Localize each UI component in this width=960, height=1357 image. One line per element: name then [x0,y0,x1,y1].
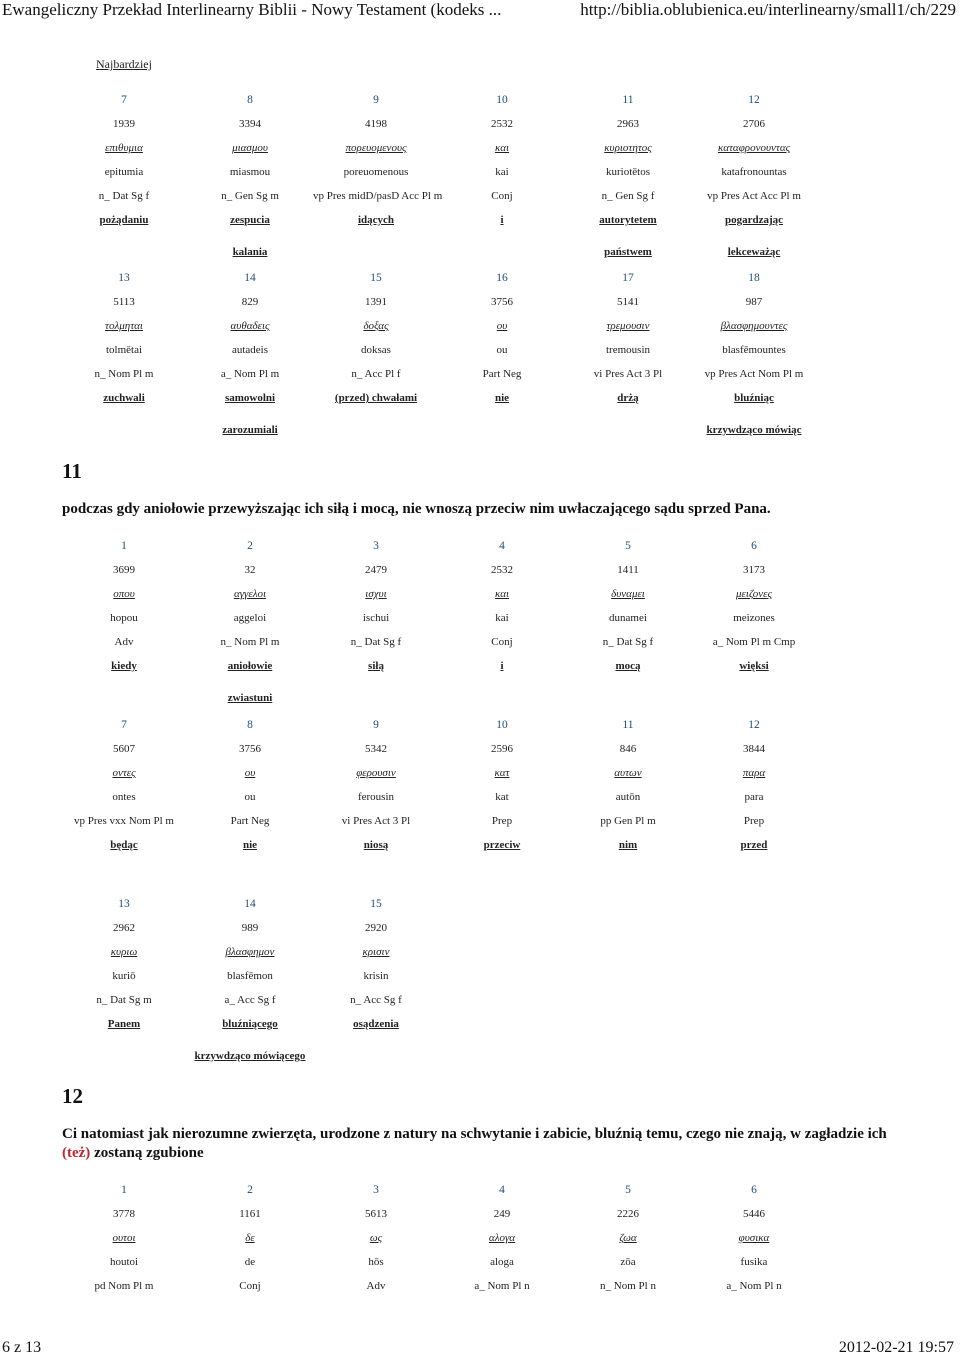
transliteration: de [244,1256,256,1268]
word-number: 10 [496,719,508,731]
greek-word[interactable]: και [494,142,510,154]
strong-number: 2962 [113,922,135,934]
alt-translation[interactable]: zwiastuni [227,692,273,704]
morphology: a_ Acc Sg f [224,994,276,1006]
verse-text [62,1125,892,1163]
strong-number: 2532 [491,118,513,130]
polish-word[interactable]: bluźniąc [734,392,774,404]
strong-number: 5613 [365,1208,387,1220]
row-word-number [60,540,880,564]
transliteration: ou [496,344,508,356]
word-number: 15 [370,272,382,284]
morphology: n_ Gen Sg f [601,190,655,202]
polish-word[interactable]: przed [740,839,768,851]
word-number: 9 [373,94,379,106]
greek-word[interactable]: οπου [113,588,135,600]
strong-number: 2963 [617,118,639,130]
strong-number: 3756 [491,296,513,308]
word-number: 10 [496,94,508,106]
transliteration: kai [495,166,509,178]
morphology: a_ Nom Pl n [474,1280,530,1292]
transliteration: dunamei [609,612,647,624]
greek-word[interactable]: αυθαδεις [230,320,270,332]
polish-word[interactable]: nie [242,839,258,851]
polish-word[interactable]: pożądaniu [99,214,149,226]
morphology: pp Gen Pl m [600,815,656,827]
row-strong-number [60,922,880,946]
morphology: vi Pres Act 3 Pl [593,368,663,380]
morphology: n_ Acc Sg f [350,994,402,1006]
strong-number: 5446 [743,1208,765,1220]
transliteration: epitumia [104,166,144,178]
strong-number: 1391 [365,296,387,308]
row-alt-translation [60,1050,880,1074]
greek-word[interactable]: παρα [742,767,766,779]
word-number: 14 [244,898,256,910]
greek-word[interactable]: βλασφημον [225,946,275,958]
greek-word[interactable]: ουτοι [112,1232,136,1244]
word-number: 16 [496,272,508,284]
transliteration: kuriō [112,970,136,982]
verse-text-part: Ci natomiast jak nierozumne zwierzęta, urodzone z natury na schwytanie i zabicie, bluźnią temu, czego nie znają, w zagładzie ich [62,1126,887,1142]
greek-word[interactable]: δυναμει [611,588,645,600]
greek-word[interactable]: καταφρονουντας [717,142,791,154]
strong-number: 3394 [239,118,261,130]
strong-number: 32 [244,564,256,576]
word-number: 15 [370,898,382,910]
alt-translation[interactable]: krzywdząco mówiącego [194,1050,306,1062]
word-number: 18 [748,272,760,284]
transliteration: autōn [615,791,641,803]
greek-word[interactable]: αγγελοι [233,588,267,600]
transliteration: meizones [733,612,775,624]
polish-word[interactable]: drżą [617,392,639,404]
word-number: 12 [748,94,760,106]
transliteration: tremousin [606,344,650,356]
strong-number: 2226 [617,1208,639,1220]
polish-word[interactable]: więksi [739,660,769,672]
row-transliteration [60,791,880,815]
word-number: 14 [244,272,256,284]
polish-word[interactable]: nie [494,392,510,404]
row-polish-word [60,660,880,684]
morphology: a_ Nom Pl m [220,368,280,380]
transliteration: ou [244,791,256,803]
row-greek-word [60,588,880,612]
greek-word[interactable]: δοξας [363,320,389,332]
greek-word[interactable]: αλογα [488,1232,516,1244]
polish-word[interactable]: zespucia [230,214,270,226]
greek-word[interactable]: δε [245,1232,255,1244]
morphology: Conj [491,190,513,202]
strong-number: 5607 [113,743,135,755]
word-number: 4 [499,540,505,552]
morphology: n_ Nom Pl m [94,368,154,380]
word-number: 3 [373,540,379,552]
alt-translation[interactable]: lekceważąc [727,246,781,258]
strong-number: 2532 [491,564,513,576]
strong-number: 4198 [365,118,387,130]
row-morphology [60,368,880,392]
greek-word[interactable]: ου [496,320,508,332]
polish-word[interactable]: siłą [368,660,384,672]
row-strong-number [60,296,880,320]
transliteration: ischui [362,612,390,624]
row-greek-word [60,142,880,166]
morphology: vp Pres Act Acc Pl m [707,190,801,202]
polish-word[interactable]: i [500,660,504,672]
transliteration: kai [495,612,509,624]
greek-word[interactable]: μειζονες [736,588,772,600]
morphology: pd Nom Pl m [94,1280,154,1292]
word-number: 1 [121,1184,127,1196]
row-transliteration [60,1256,880,1280]
morphology: Part Neg [230,815,270,827]
verse-text-part: zostaną zgubione [90,1145,204,1161]
greek-word[interactable]: ως [369,1232,383,1244]
row-transliteration [60,344,880,368]
morphology: Adv [366,1280,386,1292]
print-datetime: 2012-02-21 19:57 [838,1339,954,1356]
transliteration: autadeis [231,344,269,356]
strong-number: 3173 [743,564,765,576]
word-number: 5 [625,540,631,552]
transliteration: doksas [361,344,391,356]
morphology: Prep [743,815,765,827]
alt-translation[interactable]: krzywdząco mówiąc [706,424,802,436]
morphology: n_ Nom Pl m [220,636,280,648]
word-number: 6 [751,1184,757,1196]
word-number: 13 [118,272,130,284]
word-number: 17 [622,272,634,284]
strong-number: 829 [241,296,259,308]
morphology: n_ Nom Pl n [600,1280,656,1292]
polish-word[interactable]: aniołowie [227,660,273,672]
row-transliteration [60,612,880,636]
transliteration: poreuomenous [343,166,409,178]
morphology: n_ Dat Sg m [96,994,152,1006]
transliteration: aggeloi [233,612,267,624]
morphology: Conj [491,636,513,648]
strong-number: 3844 [743,743,765,755]
polish-word[interactable]: autorytetem [599,214,657,226]
word-number: 6 [751,540,757,552]
polish-word[interactable]: samowolni [224,392,276,404]
greek-word[interactable]: οντες [112,767,136,779]
row-strong-number [60,1208,880,1232]
alt-translation[interactable]: zarozumiali [222,424,278,436]
word-number: 11 [622,94,634,106]
row-alt-translation [60,692,880,716]
strong-number: 987 [745,296,763,308]
strong-number: 3778 [113,1208,135,1220]
morphology: n_ Dat Sg f [98,190,150,202]
transliteration: para [744,791,764,803]
morphology: vp Pres vxx Nom Pl m [74,815,174,827]
row-morphology [60,636,880,660]
row-greek-word [60,767,880,791]
morphology: Conj [239,1280,261,1292]
polish-word[interactable]: będąc [110,839,138,851]
word-number: 7 [121,94,127,106]
page-counter: 6 z 13 [2,1339,42,1356]
verse-text-added: (też) [62,1145,91,1161]
polish-word[interactable]: i [500,214,504,226]
word-number: 7 [121,719,127,731]
transliteration: tolmētai [105,344,143,356]
row-polish-word [60,839,880,863]
alt-translation[interactable]: państwem [604,246,652,258]
greek-word[interactable]: ζωα [619,1232,637,1244]
greek-word[interactable]: κατ [494,767,510,779]
transliteration: kuriotētos [606,166,650,178]
greek-word[interactable]: φερουσιν [356,767,396,779]
alt-translation[interactable]: kalania [232,246,268,258]
transliteration: miasmou [229,166,271,178]
strong-number: 846 [619,743,637,755]
greek-word[interactable]: βλασφημουντες [720,320,788,332]
row-strong-number [60,743,880,767]
morphology: Prep [491,815,513,827]
polish-word[interactable]: idących [357,214,395,226]
window-title: Ewangeliczny Przekład Interlinearny Biblii - Nowy Testament (kodeks ... [2,0,502,19]
row-polish-word [60,1018,880,1042]
strong-number: 2920 [365,922,387,934]
word-number: 8 [247,719,253,731]
strong-number: 3699 [113,564,135,576]
morphology: a_ Nom Pl n [726,1280,782,1292]
word-number: 2 [247,540,253,552]
row-alt-translation [60,424,880,448]
transliteration: katafronountas [721,166,787,178]
greek-word[interactable]: και [494,588,510,600]
polish-word[interactable]: bluźniącego [222,1018,278,1030]
row-morphology [60,815,880,839]
strong-number: 2479 [365,564,387,576]
transliteration: blasfēmon [227,970,273,982]
polish-word[interactable]: osądzenia [353,1018,399,1030]
row-morphology [60,190,880,214]
morphology: vp Pres Act Nom Pl m [704,368,804,380]
greek-word[interactable]: πορευομενους [345,142,407,154]
greek-word[interactable]: επιθυμια [105,142,143,154]
strong-number: 2706 [743,118,765,130]
transliteration: aloga [490,1256,514,1268]
word-number: 11 [622,719,634,731]
row-greek-word [60,946,880,970]
transliteration: krisin [363,970,389,982]
transliteration: blasfēmountes [722,344,786,356]
row-word-number [60,719,880,743]
strong-number: 989 [241,922,259,934]
morphology: a_ Nom Pl m Cmp [712,636,796,648]
row-strong-number [60,564,880,588]
polish-word[interactable]: pogardzając [724,214,784,226]
polish-word[interactable]: przeciw [483,839,521,851]
transliteration: hōs [368,1256,384,1268]
polish-word[interactable]: zuchwali [103,392,145,404]
word-number: 1 [121,540,127,552]
greek-word[interactable]: κρισιν [362,946,390,958]
strong-number: 1161 [239,1208,261,1220]
row-greek-word [60,1232,880,1256]
polish-word[interactable]: mocą [615,660,641,672]
morphology: vi Pres Act 3 Pl [341,815,411,827]
transliteration: zōa [620,1256,636,1268]
transliteration: houtoi [109,1256,139,1268]
row-word-number [60,1184,880,1208]
morphology: n_ Gen Sg m [221,190,279,202]
greek-word[interactable]: κυριοτητος [604,142,652,154]
morphology: n_ Dat Sg f [350,636,402,648]
word-number: 9 [373,719,379,731]
row-morphology [60,1280,880,1304]
transliteration: fusika [740,1256,768,1268]
greek-word[interactable]: ου [244,767,256,779]
word-number: 12 [748,719,760,731]
verse-number: 12 [62,1084,83,1108]
greek-word[interactable]: φυσικα [738,1232,770,1244]
transliteration: hopou [110,612,138,624]
alt-translation: Najbardziej [96,57,152,71]
word-number: 13 [118,898,130,910]
page-url[interactable]: http://biblia.oblubienica.eu/interlinearny/small1/ch/229 [580,0,956,19]
transliteration: kat [495,791,509,803]
row-polish-word [60,392,880,416]
greek-word[interactable]: τρεμουσιν [606,320,650,332]
row-greek-word [60,320,880,344]
strong-number: 5141 [617,296,639,308]
morphology: Part Neg [482,368,522,380]
strong-number: 1939 [113,118,135,130]
verse-number: 11 [62,459,82,483]
greek-word[interactable]: ισχυι [365,588,387,600]
greek-word[interactable]: μιασμου [232,142,268,154]
strong-number: 5342 [365,743,387,755]
verse-text: podczas gdy aniołowie przewyższając ich siłą i mocą, nie wnoszą przeciw nim uwłaczającego sądu sprzed Pana. [62,501,771,517]
row-word-number [60,272,880,296]
morphology: vp Pres midD/pasD Acc Pl m [313,190,443,202]
row-morphology [60,994,880,1018]
strong-number: 1411 [617,564,639,576]
strong-number: 5113 [113,296,135,308]
greek-word[interactable]: τολμηται [105,320,143,332]
word-number: 2 [247,1184,253,1196]
strong-number: 249 [493,1208,511,1220]
transliteration: ferousin [357,791,395,803]
row-word-number [60,898,880,922]
morphology: n_ Dat Sg f [602,636,654,648]
word-number: 5 [625,1184,631,1196]
morphology: n_ Acc Pl f [351,368,401,380]
row-alt-translation [60,246,880,270]
transliteration: ontes [112,791,136,803]
strong-number: 3756 [239,743,261,755]
polish-word[interactable]: niosą [363,839,389,851]
morphology: Adv [114,636,134,648]
polish-word[interactable]: (przed) chwałami [334,392,418,404]
row-polish-word [60,214,880,238]
row-transliteration [60,166,880,190]
polish-word[interactable]: Panem [107,1018,141,1030]
word-number: 4 [499,1184,505,1196]
word-number: 8 [247,94,253,106]
row-word-number [60,94,880,118]
greek-word[interactable]: αυτων [614,767,642,779]
polish-word[interactable]: nim [618,839,638,851]
polish-word[interactable]: kiedy [111,660,137,672]
word-number: 3 [373,1184,379,1196]
strong-number: 2596 [491,743,513,755]
row-transliteration [60,970,880,994]
greek-word[interactable]: κυριω [110,946,138,958]
row-strong-number [60,118,880,142]
